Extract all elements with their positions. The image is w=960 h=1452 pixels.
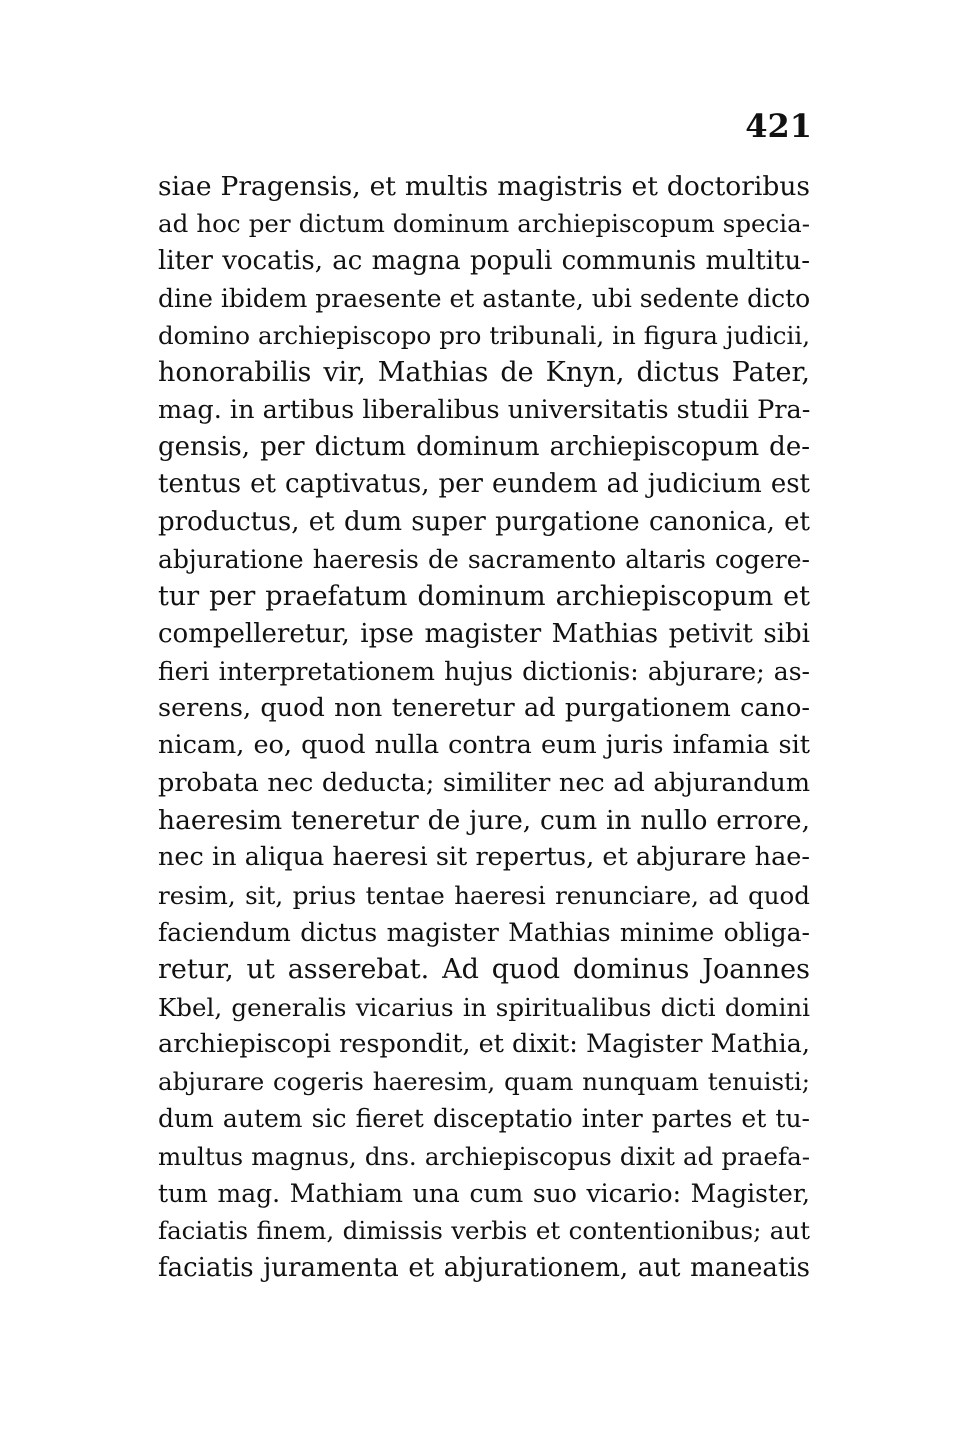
text-line: faciatis juramenta et abjurationem, aut maneatis bbox=[158, 1252, 810, 1283]
text-line: nicam, eo, quod nulla contra eum juris infamia sit bbox=[158, 730, 810, 761]
text-line: honorabilis vir, Mathias de Knyn, dictus Pater, bbox=[158, 357, 810, 389]
text-line: liter vocatis, ac magna populi communis multitu- bbox=[158, 245, 810, 276]
text-line: tum mag. Mathiam una cum suo vicario: Magister, bbox=[158, 1179, 810, 1209]
page-number: 421 bbox=[745, 107, 812, 145]
text-line: abjurare cogeris haeresim, quam nunquam tenuisti; bbox=[158, 1067, 810, 1097]
text-line: retur, ut asserebat. Ad quod dominus Joannes bbox=[158, 954, 810, 986]
text-line: productus, et dum super purgatione canonica, et bbox=[158, 506, 810, 537]
text-line: fieri interpretationem hujus dictionis: abjurare; as- bbox=[158, 656, 810, 686]
text-line: nec in aliqua haeresi sit repertus, et abjurare hae- bbox=[158, 842, 810, 873]
text-line: serens, quod non teneretur ad purgationem cano- bbox=[158, 693, 810, 724]
text-line: abjuratione haeresis de sacramento altaris cogere- bbox=[158, 544, 810, 574]
text-line: probata nec deducta; similiter nec ad abjurandum bbox=[158, 767, 810, 798]
text-line: tentus et captivatus, per eundem ad judicium est bbox=[158, 469, 810, 500]
text-line: faciendum dictus magister Mathias minime obliga- bbox=[158, 917, 810, 947]
text-line: dine ibidem praesente et astante, ubi sedente dicto bbox=[158, 283, 810, 313]
text-line: ad hoc per dictum dominum archiepiscopum specia- bbox=[158, 209, 810, 239]
text-line: archiepiscopi respondit, et dixit: Magister Mathia, bbox=[158, 1028, 810, 1059]
text-line: compelleretur, ipse magister Mathias petivit sibi bbox=[158, 618, 810, 649]
text-line: faciatis finem, dimissis verbis et contentionibus; aut bbox=[158, 1216, 810, 1246]
text-line: Kbel, generalis vicarius in spiritualibus dicti domini bbox=[158, 992, 810, 1022]
text-line: dum autem sic fieret disceptatio inter partes et tu- bbox=[158, 1104, 810, 1134]
text-line: mag. in artibus liberalibus universitatis studii Pra- bbox=[158, 394, 810, 425]
text-line: tur per praefatum dominum archiepiscopum et bbox=[158, 581, 810, 613]
text-line: resim, sit, prius tentae haeresi renunciare, ad quod bbox=[158, 880, 810, 910]
body-text bbox=[158, 168, 810, 1287]
text-line: multus magnus, dns. archiepiscopus dixit ad praefa- bbox=[158, 1141, 810, 1171]
text-line: haeresim teneretur de jure, cum in nullo errore, bbox=[158, 805, 810, 837]
text-line: domino archiepiscopo pro tribunali, in figura judicii, bbox=[158, 321, 810, 351]
text-line: gensis, per dictum dominum archiepiscopum de- bbox=[158, 432, 810, 463]
text-line: siae Pragensis, et multis magistris et doctoribus bbox=[158, 171, 810, 202]
